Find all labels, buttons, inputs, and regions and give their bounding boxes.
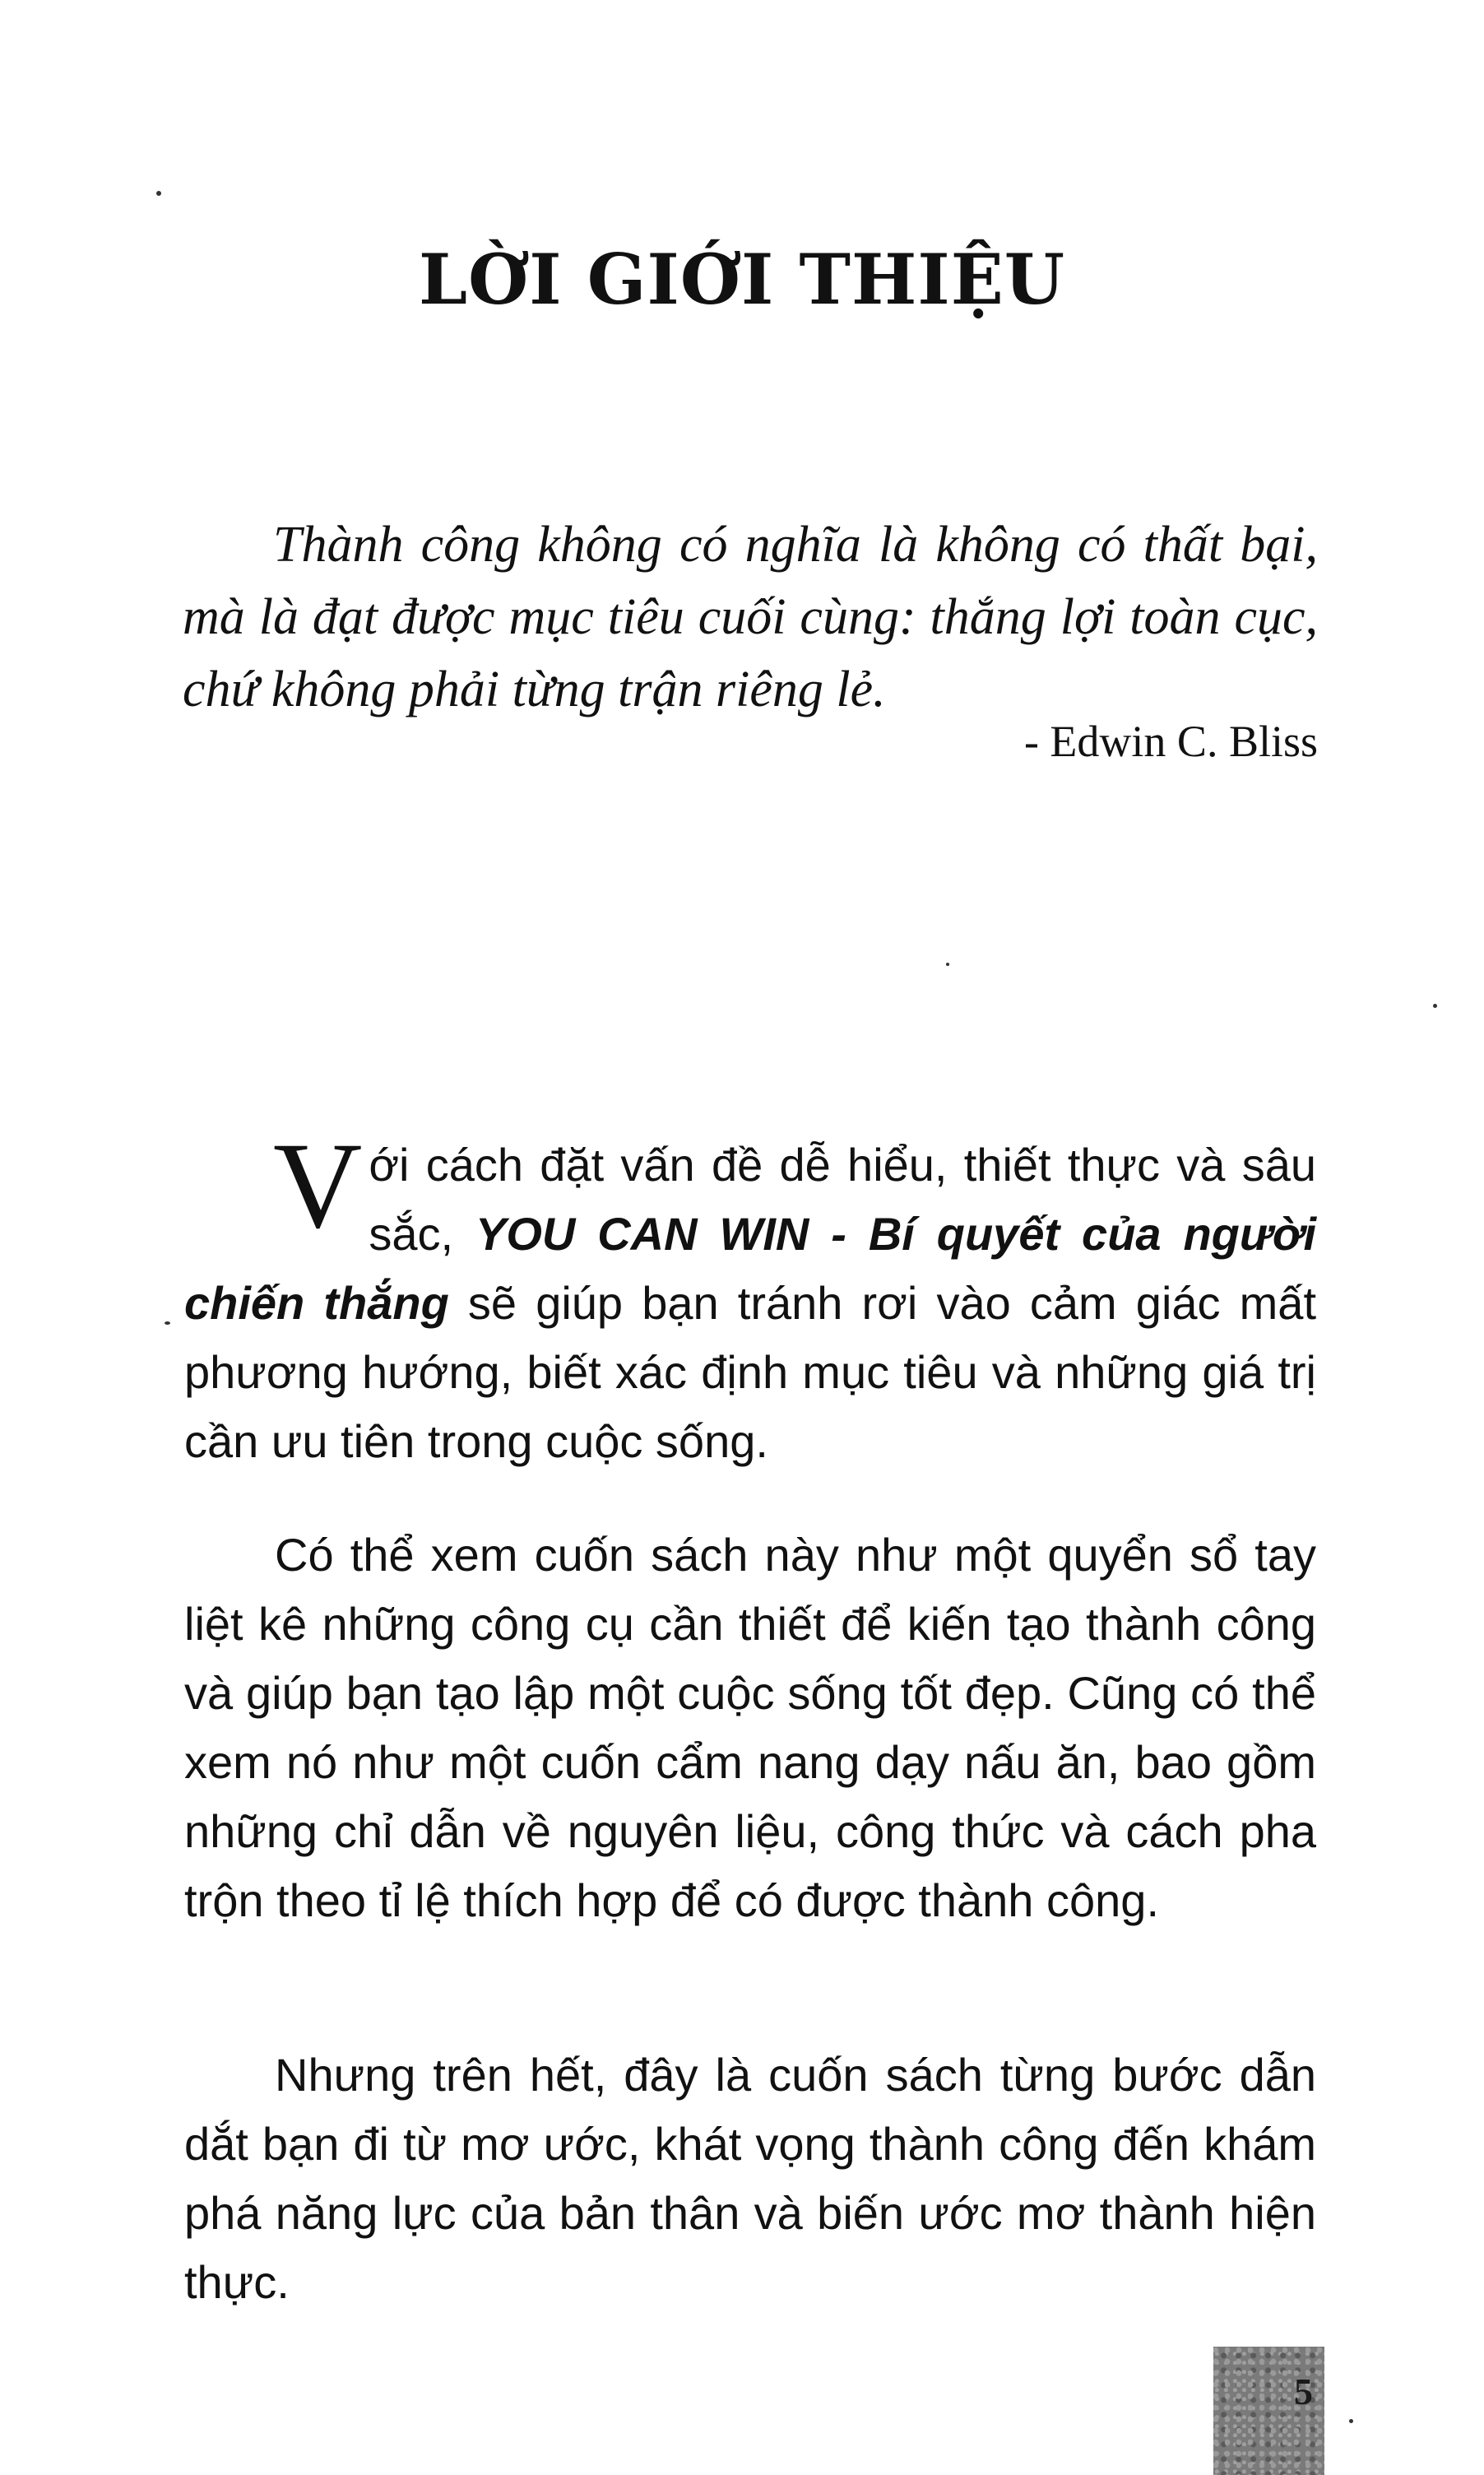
scan-speck (1349, 2419, 1353, 2423)
paragraph-1-intro: ới cách đặt vấn đề dễ hiểu, thiết thực và sâu sắc, (369, 1139, 1316, 1260)
scan-speck (1433, 1004, 1437, 1008)
paragraph-2: Có thể xem cuốn sách này như một quyển sổ tay liệt kê những công cụ cần thiết để kiến tạo thành công và giúp bạn tạo lập một cuộc sống tốt đẹp. Cũng có thể xem nó như một cuốn cẩm nang dạy nấu ăn, bao gồm những chỉ dẫn về nguyên liệu, công thức và cách pha trộn theo tỉ lệ thích hợp để có được thành công. (184, 1529, 1316, 1926)
scan-speck (946, 963, 949, 966)
epigraph-attribution: - Edwin C. Bliss (1023, 717, 1318, 766)
scan-speck (165, 1321, 170, 1325)
drop-cap: V (273, 1117, 363, 1254)
epigraph-quote: Thành công không có nghĩa là không có thất bại, mà là đạt được mục tiêu cuối cùng: thắng lợi toàn cục, chứ không phải từng trận riêng lẻ. (183, 517, 1318, 717)
scan-speck (156, 191, 161, 196)
page-title: LỜI GIỚI THIỆU (419, 239, 1065, 320)
paragraph-3: Nhưng trên hết, đây là cuốn sách từng bước dẫn dắt bạn đi từ mơ ước, khát vọng thành công đến khám phá năng lực của bản thân và biến ước mơ thành hiện thực. (184, 2049, 1316, 2308)
paragraph-1 (184, 1117, 1317, 1476)
page-number: 5 (1294, 2371, 1313, 2412)
paragraph-1-rest: sẽ giúp bạn tránh rơi vào cảm giác mất phương hướng, biết xác định mục tiêu và những giá trị cần ưu tiên trong cuộc sống. (184, 1277, 1317, 1467)
page-number-tab (1213, 2347, 1324, 2475)
book-title: YOU CAN WIN - Bí quyết của người chiến thắng (184, 1208, 1317, 1329)
